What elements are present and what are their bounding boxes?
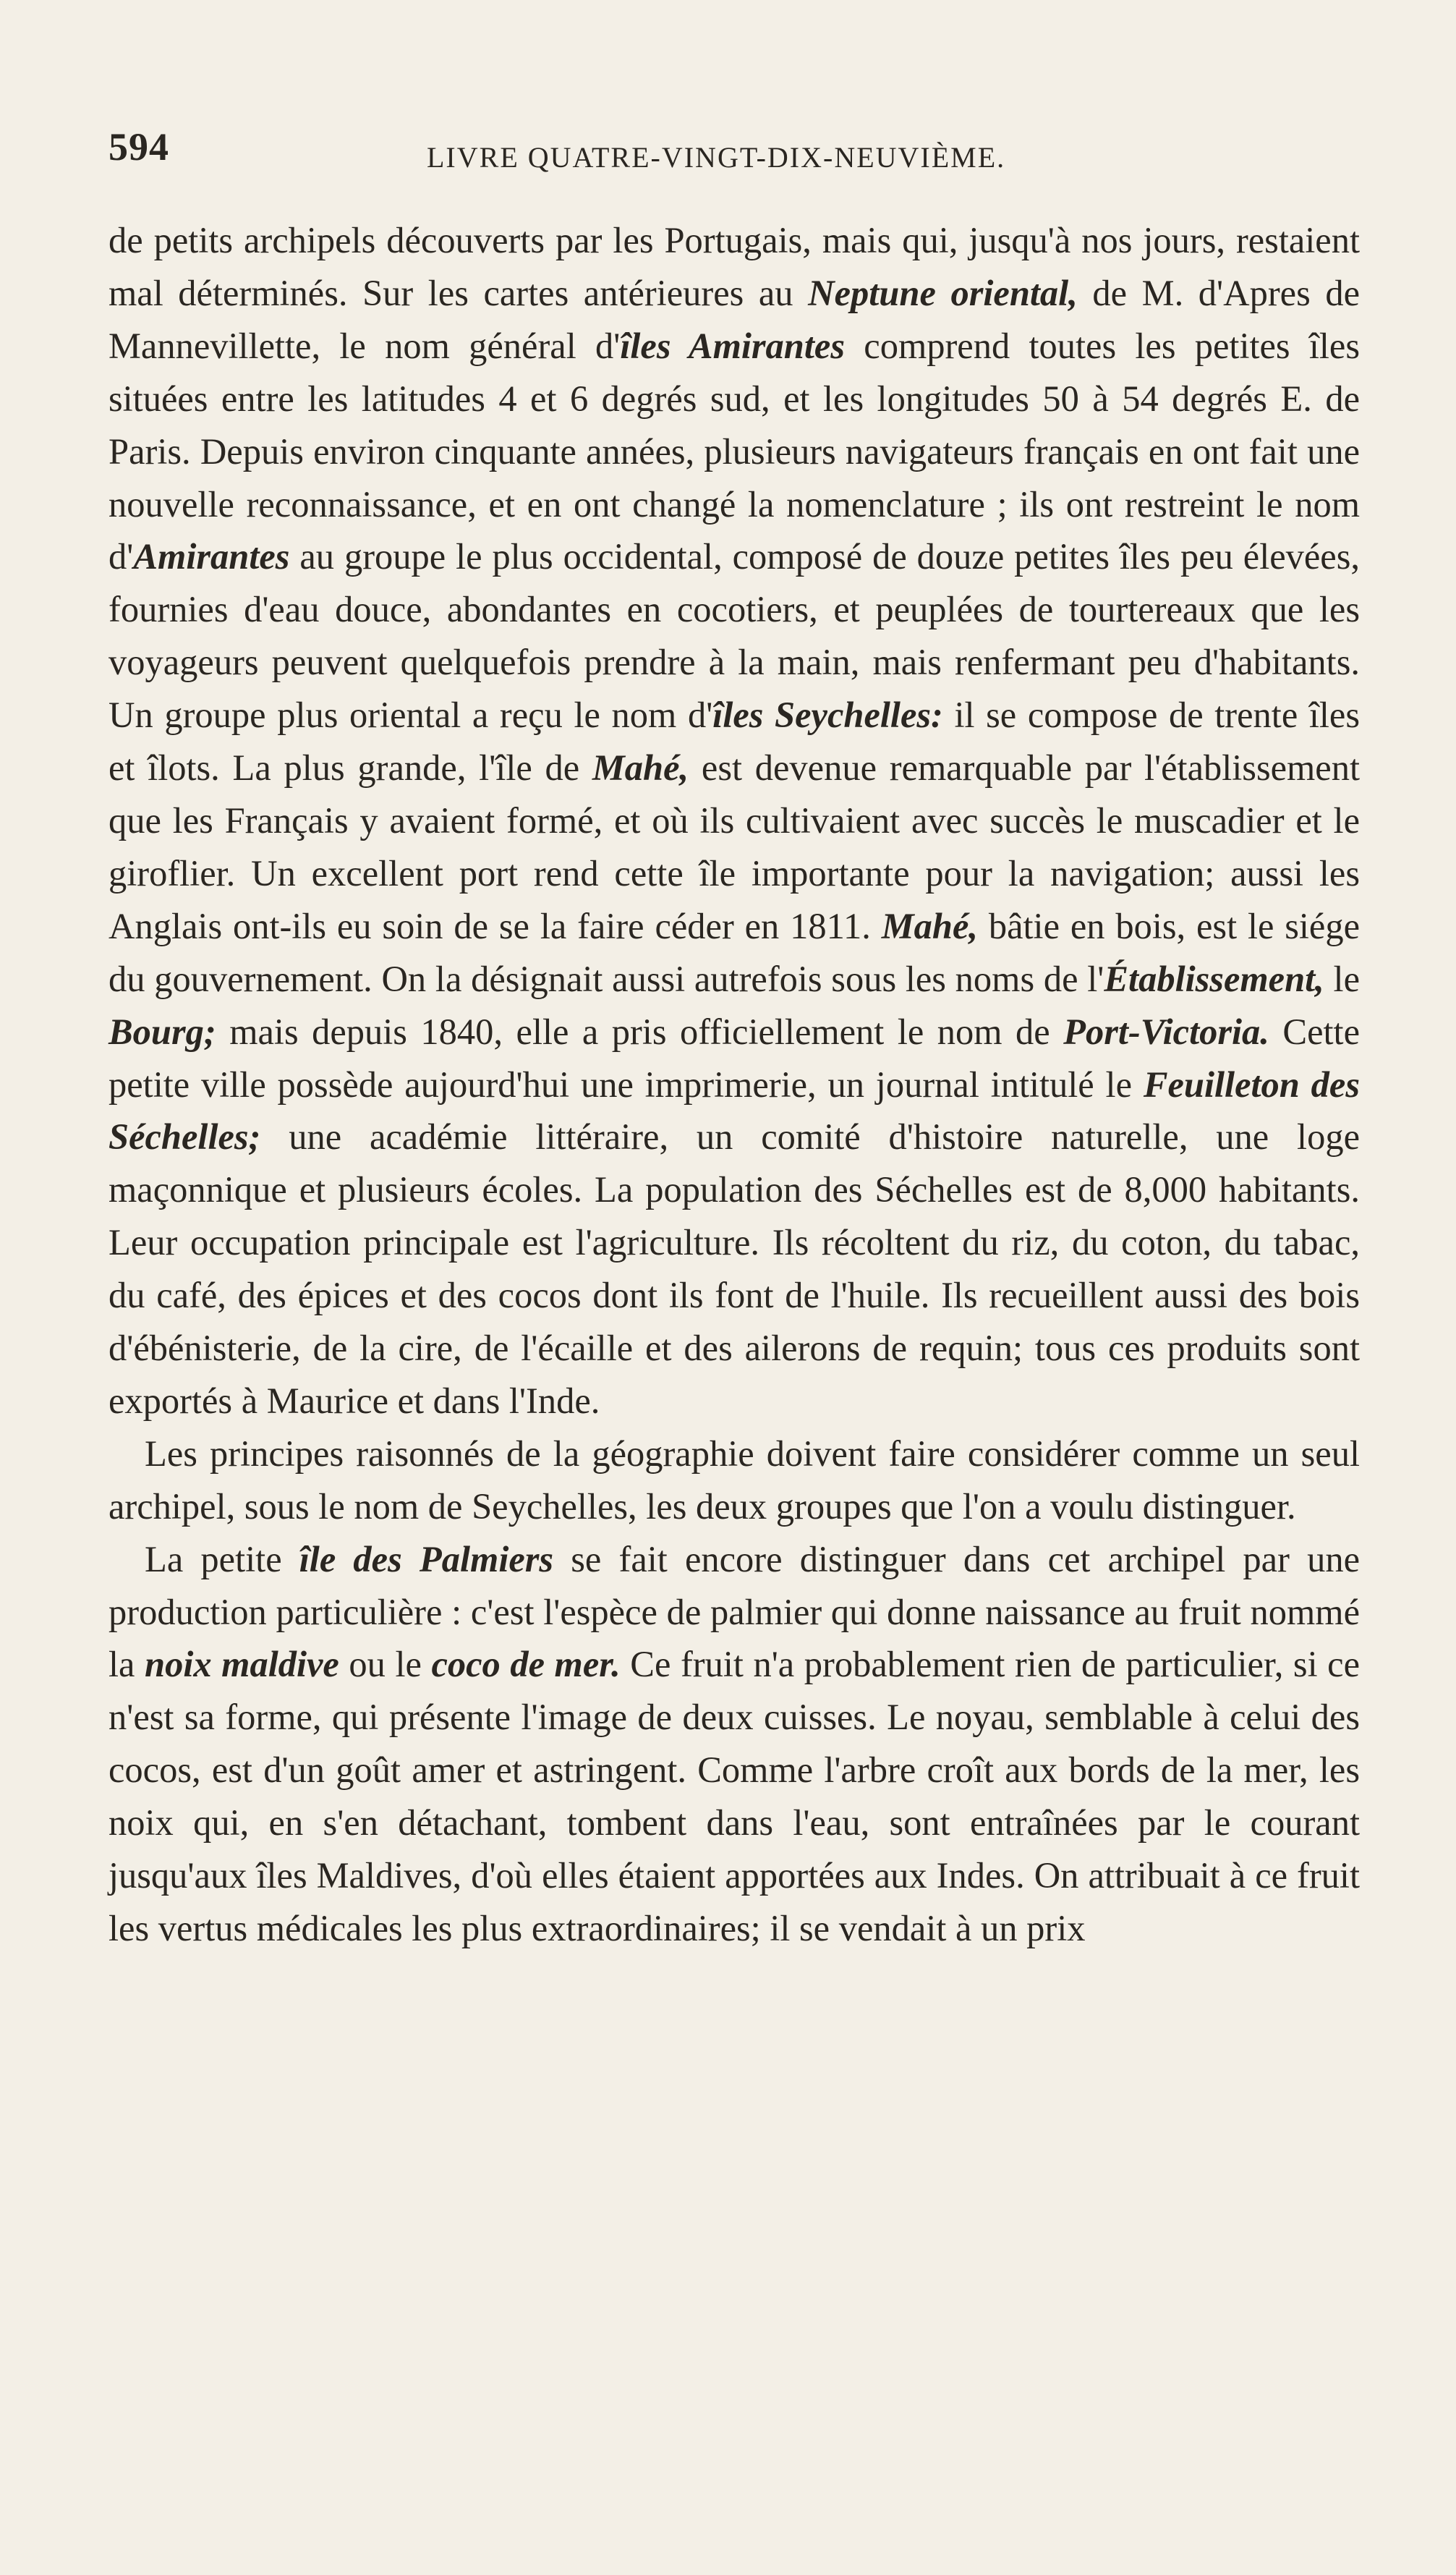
text-run: La petite: [145, 1538, 299, 1579]
italic-term: Mahé,: [881, 905, 978, 946]
text-run: comprend toutes les petites îles situées entre les latitudes 4 et 6 degrés sud, et les longitudes 50 à 54 degrés E. de Paris. Depuis environ cinquante années, plusieurs navigateurs français en ont fait une nouvelle reconnaissance, et en ont changé la nomenclature ; ils ont restreint le nom d': [108, 325, 1360, 577]
running-head: [108, 116, 1360, 181]
italic-term: Feuilleton des Séchelles;: [108, 1064, 1360, 1158]
italic-term: coco de mer.: [431, 1644, 621, 1685]
text-run: se fait encore distinguer dans cet archipel par une production particulière : c'est l'espèce de palmier qui donne naissance au fruit nommé la: [108, 1538, 1360, 1685]
text-run: le: [1324, 958, 1360, 999]
running-title: LIVRE QUATRE-VINGT-DIX-NEUVIÈME.: [427, 141, 1006, 174]
text-run: au groupe le plus occidental, composé de douze petites îles peu élevées, fournies d'eau douce, abondantes en cocotiers, et peuplées de tourtereaux que les voyageurs peuvent quelquefois prendre à la main, mais renfermant peu d'habitants. Un groupe plus oriental a reçu le nom d': [108, 536, 1360, 736]
italic-term: îles Amirantes: [620, 325, 845, 366]
italic-term: Amirantes: [133, 536, 290, 577]
italic-term: Mahé,: [592, 747, 689, 789]
italic-term: Port-Victoria.: [1063, 1011, 1269, 1052]
text-run: Les principes raisonnés de la géographie doivent faire considérer comme un seul archipel, sous le nom de Seychelles, les deux groupes que l'on a voulu distinguer.: [108, 1433, 1360, 1527]
paragraph-1: [108, 214, 1360, 1428]
text-run: Ce fruit n'a probablement rien de particulier, si ce n'est sa forme, qui présente l'image de deux cuisses. Le noyau, semblable à celui des cocos, est d'un goût amer et astringent. Comme l'arbre croît aux bords de la mer, les noix qui, en s'en détachant, tombent dans l'eau, sont entraînées par le courant jusqu'aux îles Maldives, d'où elles étaient apportées aux Indes. On attribuait à ce fruit les vertus médicales les plus extraordinaires; il se vendait à un prix: [108, 1644, 1360, 1948]
italic-term: noix maldive: [145, 1644, 339, 1685]
italic-term: Bourg;: [108, 1011, 216, 1052]
body-text: [108, 214, 1360, 1955]
italic-term: îles Seychelles:: [712, 695, 943, 736]
paragraph-2: [108, 1428, 1360, 1533]
italic-term: île des Palmiers: [299, 1538, 554, 1579]
paragraph-3: [108, 1533, 1360, 1955]
text-run: est devenue remarquable par l'établissement que les Français y avaient formé, et où ils cultivaient avec succès le muscadier et le giroflier. Un excellent port rend cette île importante pour la navigation; aussi les Anglais ont-ils eu soin de se la faire céder en 1811.: [108, 747, 1360, 946]
text-run: de M. d'Apres de Mannevillette, le nom général d': [108, 272, 1360, 366]
text-run: de petits archipels découverts par les Portugais, mais qui, jusqu'à nos jours, restaient mal déterminés. Sur les cartes antérieures au: [108, 220, 1360, 313]
italic-term: Établissement,: [1104, 958, 1324, 999]
text-run: Cette petite ville possède aujourd'hui une imprimerie, un journal intitulé le: [108, 1011, 1360, 1105]
italic-term: Neptune oriental,: [808, 272, 1078, 313]
text-run: une académie littéraire, un comité d'histoire naturelle, une loge maçonnique et plusieurs écoles. La population des Séchelles est de 8,000 habitants. Leur occupation principale est l'agriculture. Ils récoltent du riz, du coton, du tabac, du café, des épices et des cocos dont ils font de l'huile. Ils recueillent aussi des bois d'ébénisterie, de la cire, de l'écaille et des ailerons de requin; tous ces produits sont exportés à Maurice et dans l'Inde.: [108, 1116, 1360, 1421]
text-run: mais depuis 1840, elle a pris officiellement le nom de: [216, 1011, 1064, 1052]
text-run: ou le: [339, 1644, 432, 1685]
text-run: bâtie en bois, est le siége du gouvernement. On la désignait aussi autrefois sous les noms de l': [108, 905, 1360, 999]
page-number: 594: [108, 125, 169, 169]
text-run: il se compose de trente îles et îlots. La plus grande, l'île de: [108, 695, 1360, 789]
